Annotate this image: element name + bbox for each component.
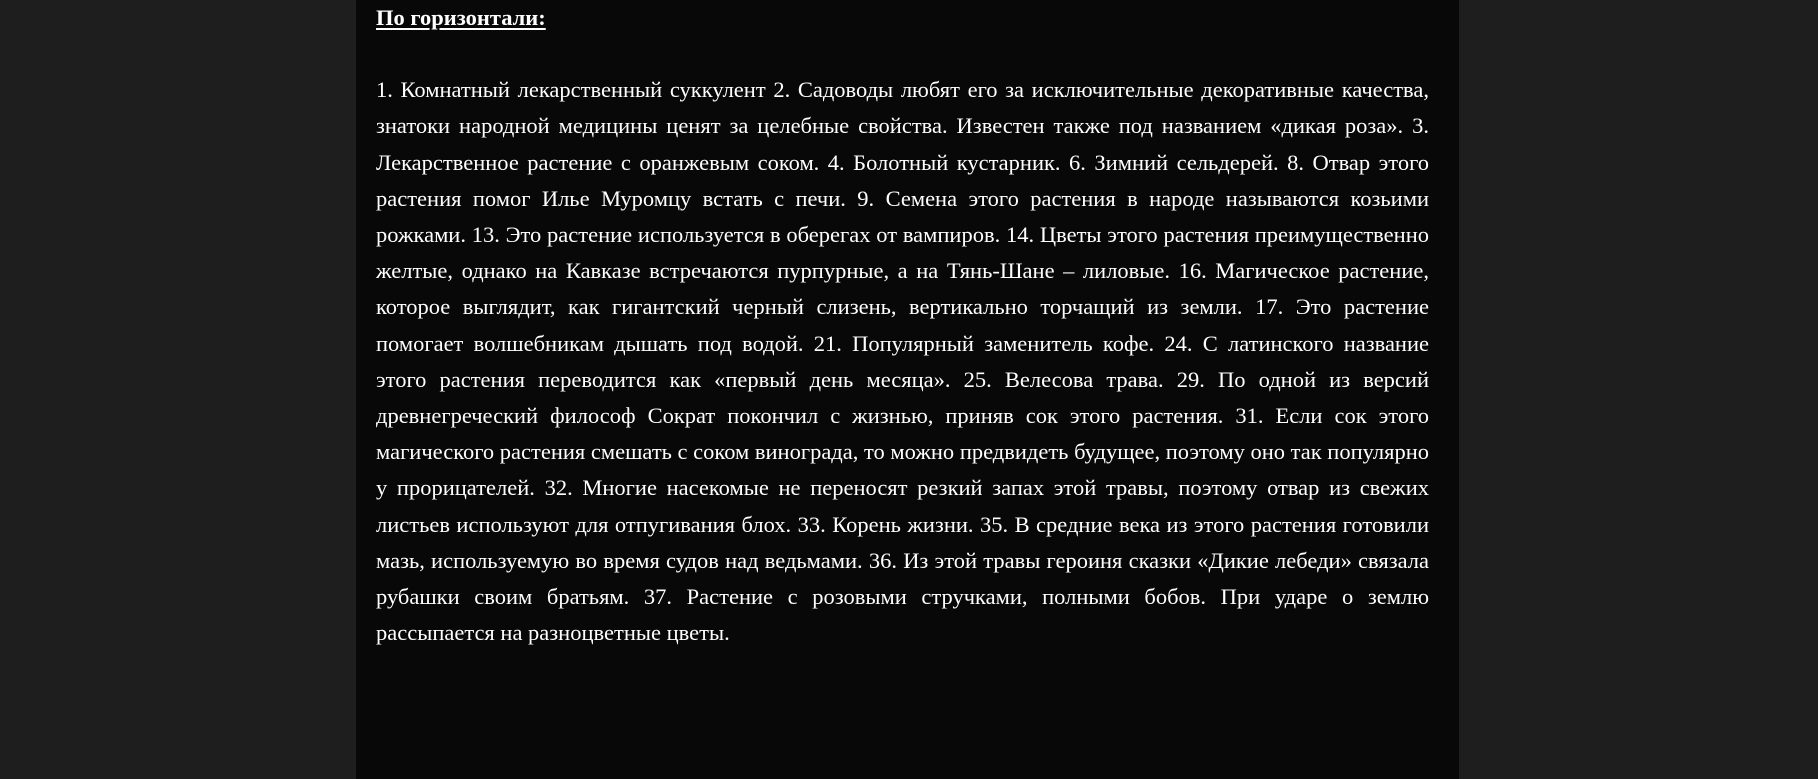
clues-paragraph: 1. Комнатный лекарственный суккулент 2. Садоводы любят его за исключительные декоративные качества, знатоки народной медицины ценят за целебные свойства. Известен также под названием «дикая роза». 3. Лекарственное растение с оранжевым соком. 4. Болотный кустарник. 6. Зимний сельдерей. 8. Отвар этого растения помог Илье Муромцу встать с печи. 9. Семена этого растения в народе называются козьими рожками. 13. Это растение используется в оберегах от вампиров. 14. Цветы этого растения преимущественно желтые, однако на Кавказе встречаются пурпурные, а на Тянь-Шане – лиловые. 16. Магическое растение, которое выглядит, как гигантский черный слизень, вертикально торчащий из земли. 17. Это растение помогает волшебникам дышать под водой. 21. Популярный заменитель кофе. 24. С латинского название этого растения переводится как «первый день месяца». 25. Велесова трава. 29. По одной из версий древнегреческий философ Сократ покончил с жизнью, приняв сок этого растения. 31. Если сок этого магического растения смешать с соком винограда, то можно предвидеть будущее, поэтому оно так популярно у прорицателей. 32. Многие насекомые не переносят резкий запах этой травы, поэтому отвар из свежих листьев используют для отпугивания блох. 33. Корень жизни. 35. В средние века из этого растения готовили мазь, используемую во время судов над ведьмами. 36. Из этой травы героиня сказки «Дикие лебеди» связала рубашки своим братьям. 37. Растение с розовыми стручками, полными бобов. При ударе о землю рассыпается на разноцветные цветы. <box>376 77 1429 646</box>
blank-line <box>376 36 1429 72</box>
section-heading: По горизонтали: <box>376 5 546 30</box>
crossword-clues-section <box>376 0 1429 651</box>
document-page <box>356 0 1459 779</box>
